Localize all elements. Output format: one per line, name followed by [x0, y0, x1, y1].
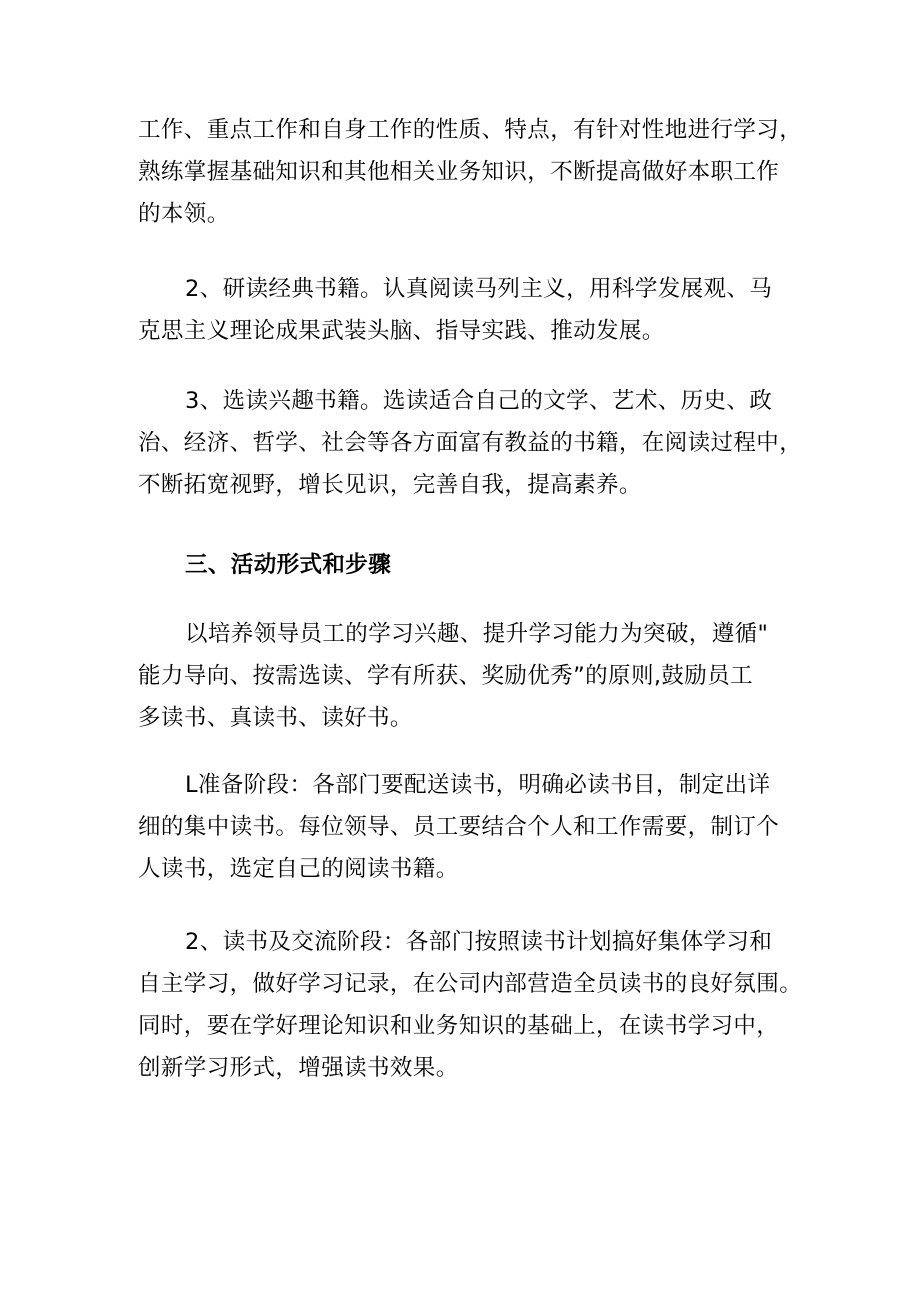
paragraph-intro-continued: [138, 109, 803, 235]
paragraph-item-2-classics: [138, 268, 788, 352]
text-line: 人读书，选定自己的阅读书籍。: [138, 856, 459, 882]
text-line: 细的集中读书。每位领导、员工要结合个人和工作需要，制订个: [138, 814, 780, 840]
text-line: 2、读书及交流阶段：各部门按照读书计划搞好集体学习和: [185, 929, 773, 955]
text-line: 3、选读兴趣书籍。选读适合自己的文学、艺术、历史、政: [185, 388, 773, 414]
text-line: 能力导向、按需选读、学有所获、奖励优秀”的原则,鼓励员工: [138, 663, 754, 689]
text-line: 熟练掌握基础知识和其他相关业务知识，不断提高做好本职工作: [138, 159, 780, 185]
paragraph-step-1-preparation: [138, 764, 788, 890]
text-line: 同时，要在学好理论知识和业务知识的基础上，在读书学习中，: [138, 1013, 780, 1039]
text-line: 工作、重点工作和自身工作的性质、特点，有针对性地进行学习，: [138, 117, 803, 143]
text-line: 治、经济、哲学、社会等各方面富有教益的书籍，在阅读过程中，: [138, 430, 803, 456]
text-line: 的本领。: [138, 201, 230, 227]
text-line: L准备阶段：各部门要配送读书，明确必读书目，制定出详: [185, 772, 771, 798]
text-line: 2、研读经典书籍。认真阅读马列主义，用科学发展观、马: [185, 276, 773, 302]
text-line: 不断拓宽视野，增长见识，完善自我，提高素养。: [138, 472, 642, 498]
section-heading: 三、活动形式和步骤: [185, 552, 392, 578]
text-line: 克思主义理论成果武装头脑、指导实践、推动发展。: [138, 318, 665, 344]
paragraph-item-3-interest: [138, 380, 803, 506]
text-line: 以培养领导员工的学习兴趣、提升学习能力为突破，遵循": [185, 621, 769, 647]
section-heading-activity-form: [138, 544, 788, 586]
paragraph-principle: [138, 613, 788, 739]
text-line: 创新学习形式，增强读书效果。: [138, 1055, 459, 1081]
text-line: 自主学习，做好学习记录，在公司内部营造全员读书的良好氛围。: [138, 971, 803, 997]
paragraph-step-2-reading: [138, 921, 803, 1089]
text-line: 多读书、真读书、读好书。: [138, 705, 413, 731]
